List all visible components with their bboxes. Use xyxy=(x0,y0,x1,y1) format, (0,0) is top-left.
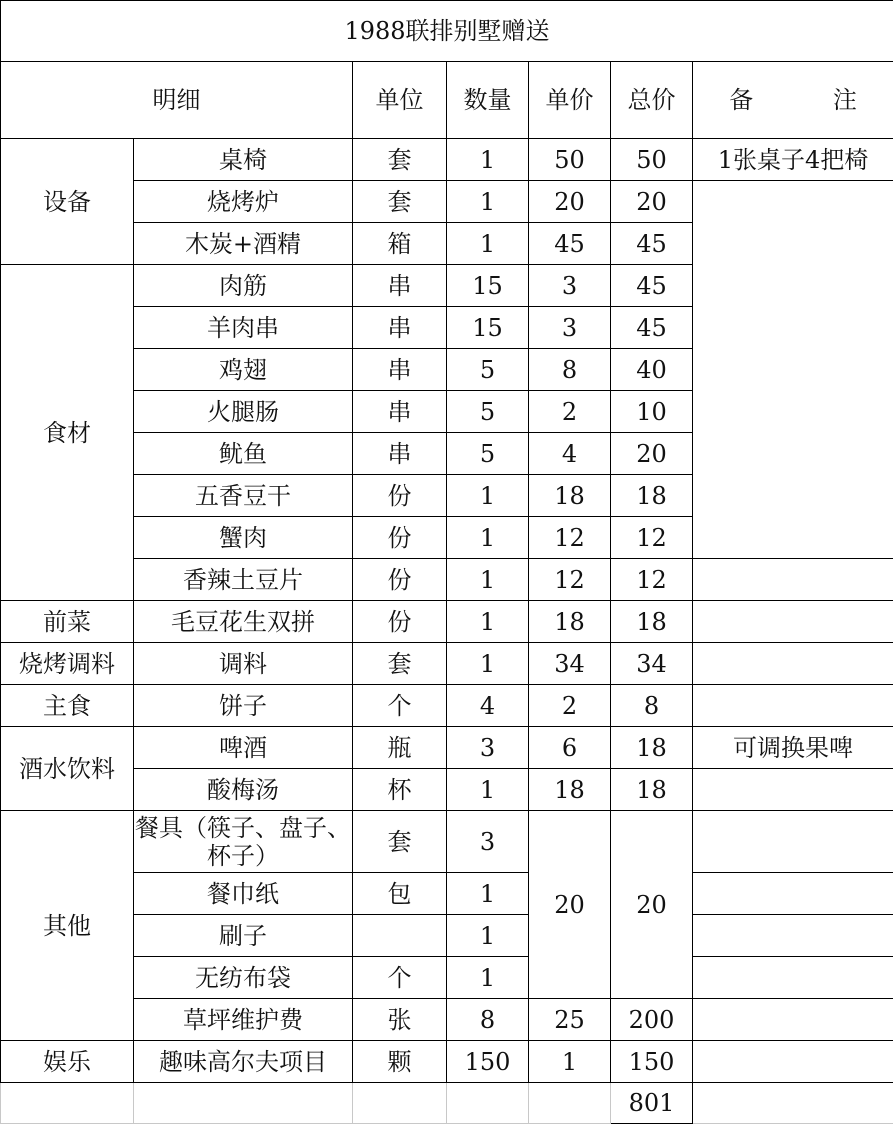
cell-item: 蟹肉 xyxy=(134,517,353,559)
cell-qty: 1 xyxy=(447,139,529,181)
cell-qty: 5 xyxy=(447,391,529,433)
table-row xyxy=(1,999,893,1041)
cell-unit: 瓶 xyxy=(353,727,447,769)
cell-total: 8 xyxy=(611,685,693,727)
table-row xyxy=(1,873,893,915)
cell-total: 18 xyxy=(611,601,693,643)
table-row xyxy=(1,727,893,769)
cell-note xyxy=(693,999,893,1041)
header-price: 单价 xyxy=(529,62,611,139)
cell-note xyxy=(693,685,893,727)
cell-note xyxy=(693,769,893,811)
cell-qty: 1 xyxy=(447,957,529,999)
cell-item: 餐巾纸 xyxy=(134,873,353,915)
table-row xyxy=(1,559,893,601)
cell-total: 40 xyxy=(611,349,693,391)
cell-note xyxy=(693,601,893,643)
empty-cell xyxy=(1,1083,134,1124)
cell-total: 18 xyxy=(611,727,693,769)
cell-total: 18 xyxy=(611,769,693,811)
table-row xyxy=(1,181,893,223)
cell-unit: 包 xyxy=(353,873,447,915)
cell-price: 3 xyxy=(529,265,611,307)
empty-cell xyxy=(134,1083,353,1124)
cell-item: 五香豆干 xyxy=(134,475,353,517)
category-equipment: 设备 xyxy=(1,139,134,265)
cell-price: 8 xyxy=(529,349,611,391)
cell-item: 饼子 xyxy=(134,685,353,727)
table-row xyxy=(1,685,893,727)
cell-qty: 15 xyxy=(447,307,529,349)
cell-qty: 5 xyxy=(447,433,529,475)
category-drinks: 酒水饮料 xyxy=(1,727,134,811)
cell-price: 18 xyxy=(529,475,611,517)
cell-price: 2 xyxy=(529,391,611,433)
cell-unit: 份 xyxy=(353,475,447,517)
cell-price: 6 xyxy=(529,727,611,769)
empty-cell xyxy=(447,1083,529,1124)
category-ingredients: 食材 xyxy=(1,265,134,601)
cell-qty: 1 xyxy=(447,601,529,643)
cell-unit xyxy=(353,915,447,957)
cell-price: 18 xyxy=(529,601,611,643)
cell-unit: 串 xyxy=(353,307,447,349)
empty-cell xyxy=(529,1083,611,1124)
cell-note xyxy=(693,957,893,999)
cell-price: 2 xyxy=(529,685,611,727)
cell-total: 12 xyxy=(611,517,693,559)
cell-total: 12 xyxy=(611,559,693,601)
cell-price: 18 xyxy=(529,769,611,811)
cell-item: 无纺布袋 xyxy=(134,957,353,999)
cell-item: 毛豆花生双拼 xyxy=(134,601,353,643)
header-detail: 明细 xyxy=(1,62,353,139)
table-row xyxy=(1,811,893,873)
category-staple: 主食 xyxy=(1,685,134,727)
table-row xyxy=(1,915,893,957)
cell-unit: 份 xyxy=(353,559,447,601)
cell-qty: 1 xyxy=(447,475,529,517)
cell-unit: 张 xyxy=(353,999,447,1041)
cell-price: 25 xyxy=(529,999,611,1041)
cell-note xyxy=(693,811,893,873)
cell-unit: 串 xyxy=(353,265,447,307)
cell-unit: 个 xyxy=(353,685,447,727)
total-row xyxy=(1,1083,893,1124)
cell-note xyxy=(693,1041,893,1083)
cell-item: 餐具（筷子、盘子、杯子） xyxy=(134,811,353,873)
empty-cell xyxy=(693,1083,893,1124)
header-qty: 数量 xyxy=(447,62,529,139)
cell-item: 草坪维护费 xyxy=(134,999,353,1041)
cell-qty: 1 xyxy=(447,181,529,223)
cell-qty: 1 xyxy=(447,769,529,811)
table-title: 1988联排别墅赠送 xyxy=(1,1,893,62)
cell-item: 趣味高尔夫项目 xyxy=(134,1041,353,1083)
cell-total: 45 xyxy=(611,265,693,307)
cell-qty: 1 xyxy=(447,915,529,957)
cell-total: 18 xyxy=(611,475,693,517)
cell-note xyxy=(693,873,893,915)
cell-total: 45 xyxy=(611,307,693,349)
cell-qty: 8 xyxy=(447,999,529,1041)
cell-item: 火腿肠 xyxy=(134,391,353,433)
table-row xyxy=(1,601,893,643)
cell-qty: 1 xyxy=(447,223,529,265)
cell-price: 3 xyxy=(529,307,611,349)
cell-item: 酸梅汤 xyxy=(134,769,353,811)
cell-total: 50 xyxy=(611,139,693,181)
cell-qty: 1 xyxy=(447,873,529,915)
cell-unit: 串 xyxy=(353,349,447,391)
table-row xyxy=(1,957,893,999)
table-row xyxy=(1,769,893,811)
cell-qty: 3 xyxy=(447,811,529,873)
cell-total: 150 xyxy=(611,1041,693,1083)
cell-price: 50 xyxy=(529,139,611,181)
cell-qty: 1 xyxy=(447,643,529,685)
cell-qty: 15 xyxy=(447,265,529,307)
cell-unit: 份 xyxy=(353,601,447,643)
cell-note xyxy=(693,915,893,957)
category-bbq-seasoning: 烧烤调料 xyxy=(1,643,134,685)
cell-qty: 1 xyxy=(447,517,529,559)
header-note: 备 注 xyxy=(693,62,893,139)
cell-note xyxy=(693,181,893,559)
cell-total: 20 xyxy=(611,181,693,223)
cell-item: 鱿鱼 xyxy=(134,433,353,475)
cell-total: 10 xyxy=(611,391,693,433)
cell-item: 啤酒 xyxy=(134,727,353,769)
cell-unit: 份 xyxy=(353,517,447,559)
cell-note xyxy=(693,643,893,685)
cell-qty: 150 xyxy=(447,1041,529,1083)
category-entertainment: 娱乐 xyxy=(1,1041,134,1083)
cell-item: 烧烤炉 xyxy=(134,181,353,223)
category-other: 其他 xyxy=(1,811,134,1041)
cell-item: 刷子 xyxy=(134,915,353,957)
cell-unit: 套 xyxy=(353,643,447,685)
cell-price: 4 xyxy=(529,433,611,475)
cell-note: 1张桌子4把椅 xyxy=(693,139,893,181)
cell-unit: 串 xyxy=(353,391,447,433)
header-total: 总价 xyxy=(611,62,693,139)
cell-item: 桌椅 xyxy=(134,139,353,181)
cell-total: 45 xyxy=(611,223,693,265)
cell-qty: 3 xyxy=(447,727,529,769)
cell-price: 34 xyxy=(529,643,611,685)
cell-qty: 5 xyxy=(447,349,529,391)
cell-item: 调料 xyxy=(134,643,353,685)
cell-unit: 套 xyxy=(353,181,447,223)
empty-cell xyxy=(353,1083,447,1124)
cell-qty: 4 xyxy=(447,685,529,727)
cell-total: 200 xyxy=(611,999,693,1041)
category-appetizer: 前菜 xyxy=(1,601,134,643)
header-unit: 单位 xyxy=(353,62,447,139)
cell-price: 20 xyxy=(529,181,611,223)
cell-price: 20 xyxy=(529,811,611,999)
grand-total: 801 xyxy=(611,1083,693,1124)
cell-item: 木炭+酒精 xyxy=(134,223,353,265)
table-row xyxy=(1,139,893,181)
table-row xyxy=(1,1041,893,1083)
cell-unit: 杯 xyxy=(353,769,447,811)
cell-note: 可调换果啤 xyxy=(693,727,893,769)
cell-price: 45 xyxy=(529,223,611,265)
cell-unit: 颗 xyxy=(353,1041,447,1083)
cell-qty: 1 xyxy=(447,559,529,601)
table-row xyxy=(1,643,893,685)
cell-total: 20 xyxy=(611,811,693,999)
cell-price: 1 xyxy=(529,1041,611,1083)
cell-unit: 个 xyxy=(353,957,447,999)
cell-item: 香辣土豆片 xyxy=(134,559,353,601)
cell-unit: 套 xyxy=(353,811,447,873)
cell-note xyxy=(693,559,893,601)
cell-item: 羊肉串 xyxy=(134,307,353,349)
cell-price: 12 xyxy=(529,559,611,601)
cell-total: 20 xyxy=(611,433,693,475)
cell-unit: 箱 xyxy=(353,223,447,265)
cell-item: 肉筋 xyxy=(134,265,353,307)
cell-unit: 套 xyxy=(353,139,447,181)
cell-unit: 串 xyxy=(353,433,447,475)
cell-item: 鸡翅 xyxy=(134,349,353,391)
cell-price: 12 xyxy=(529,517,611,559)
cell-total: 34 xyxy=(611,643,693,685)
